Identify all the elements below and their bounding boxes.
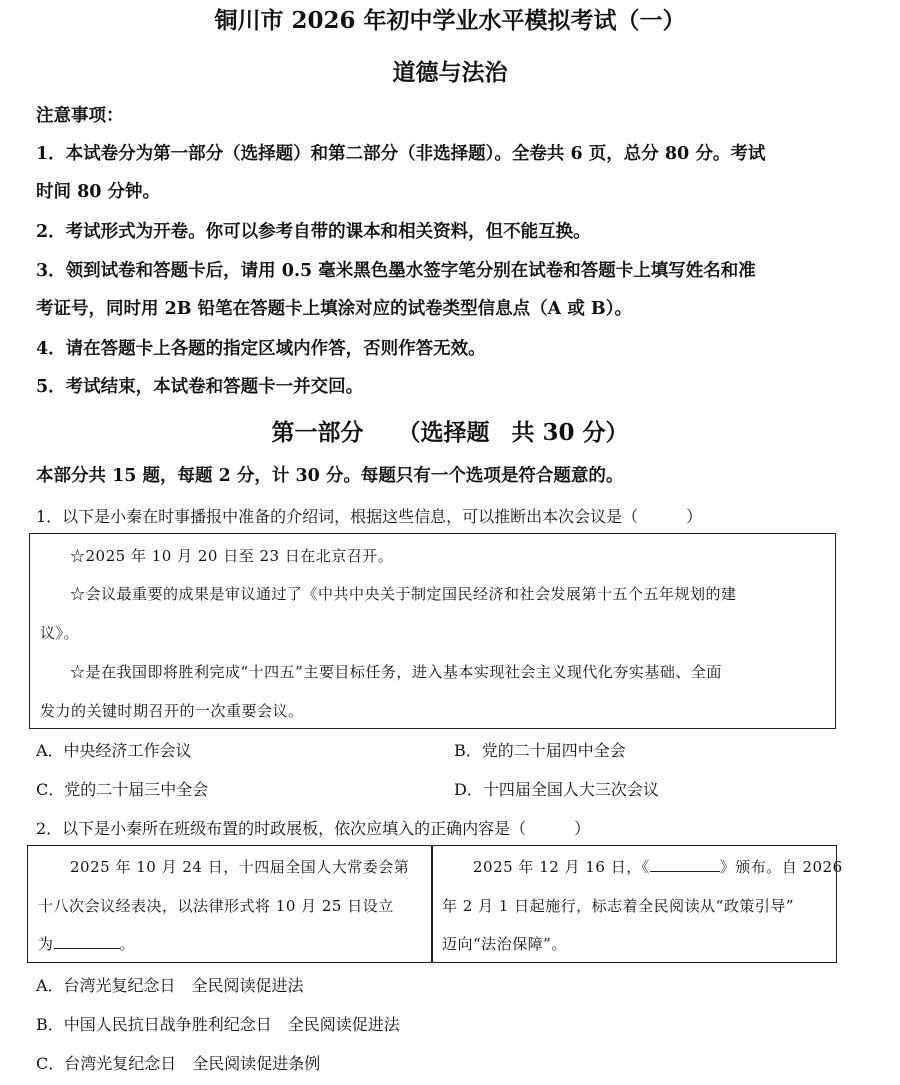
section-intro: 本部分共 15 题，每题 2 分，计 30 分。每题只有一个选项是符合题意的。 bbox=[36, 466, 624, 486]
q1-option-d[interactable]: D．十四届全国人大三次会议 bbox=[454, 780, 659, 799]
q1-box-line-2: ☆会议最重要的成果是审议通过了《中共中央关于制定国民经济和社会发展第十五个五年规划的建 bbox=[70, 585, 737, 603]
notice-heading: 注意事项： bbox=[36, 106, 124, 126]
q1-option-c[interactable]: C．党的二十届三中全会 bbox=[36, 780, 209, 799]
section-heading bbox=[0, 414, 900, 447]
q1-box-line-1: ☆2025 年 10 月 20 日至 23 日在北京召开。 bbox=[70, 547, 394, 565]
q2-left-line-3 bbox=[38, 933, 135, 954]
q2-blank-1 bbox=[54, 934, 120, 949]
notice-item-1: 1．本试卷分为第一部分（选择题）和第二部分（非选择题）。全卷共 6 页，总分 80 分。考试 bbox=[36, 144, 766, 164]
q2-left-line-3-pre: 为 bbox=[38, 935, 54, 953]
section-part: 第一部分 bbox=[271, 419, 364, 446]
notice-item-4: 4．请在答题卡上各题的指定区域内作答，否则作答无效。 bbox=[36, 339, 486, 359]
q2-blank-2 bbox=[650, 857, 720, 872]
q1-box-line-3: 议》。 bbox=[40, 624, 80, 642]
q1-box-line-5: 发力的关键时期召开的一次重要会议。 bbox=[40, 702, 304, 720]
q2-right-line-1 bbox=[473, 856, 843, 877]
q2-board-divider bbox=[431, 845, 433, 962]
q2-option-b[interactable]: B．中国人民抗日战争胜利纪念日 全民阅读促进法 bbox=[36, 1015, 400, 1034]
notice-item-3-cont: 考证号，同时用 2B 铅笔在答题卡上填涂对应的试卷类型信息点（A 或 B）。 bbox=[36, 299, 632, 319]
notice-item-5: 5．考试结束，本试卷和答题卡一并交回。 bbox=[36, 377, 364, 397]
notice-item-3: 3．领到试卷和答题卡后，请用 0.5 毫米黑色墨水签字笔分别在试卷和答题卡上填写姓名和准 bbox=[36, 261, 756, 281]
q2-stem: 2．以下是小秦所在班级布置的时政展板，依次应填入的正确内容是（ ） bbox=[36, 819, 591, 838]
q2-left-line-3-post: 。 bbox=[119, 935, 136, 953]
q1-stem: 1．以下是小秦在时事播报中准备的介绍词，根据这些信息，可以推断出本次会议是（ ） bbox=[36, 507, 703, 526]
subject-title: 道德与法治 bbox=[392, 59, 508, 86]
q2-option-a[interactable]: A．台湾光复纪念日 全民阅读促进法 bbox=[36, 976, 304, 995]
q1-box-line-4: ☆是在我国即将胜利完成“十四五”主要目标任务，进入基本实现社会主义现代化夯实基础、全面 bbox=[70, 663, 722, 681]
notice-item-2: 2．考试形式为开卷。你可以参考自带的课本和相关资料，但不能互换。 bbox=[36, 222, 591, 242]
notice-item-1-cont: 时间 80 分钟。 bbox=[36, 182, 161, 202]
q2-option-c[interactable]: C．台湾光复纪念日 全民阅读促进条例 bbox=[36, 1054, 321, 1073]
q2-right-line-1-pre: 2025 年 12 月 16 日，《 bbox=[473, 858, 650, 876]
q2-left-line-2: 十八次会议经表决，以法律形式将 10 月 25 日设立 bbox=[38, 897, 394, 915]
q2-left-line-1: 2025 年 10 月 24 日，十四届全国人大常委会第 bbox=[70, 858, 410, 876]
q1-option-b[interactable]: B．党的二十届四中全会 bbox=[454, 741, 626, 760]
q2-right-line-2: 年 2 月 1 日起施行，标志着全民阅读从“政策引导” bbox=[442, 897, 794, 915]
exam-title: 铜川市 2026 年初中学业水平模拟考试（一） bbox=[214, 7, 686, 34]
section-label: （选择题 bbox=[397, 419, 490, 446]
q2-right-line-3: 迈向“法治保障”。 bbox=[442, 935, 567, 953]
q2-right-line-1-post: 》颁布。自 2026 bbox=[719, 858, 843, 876]
q1-option-a[interactable]: A．中央经济工作会议 bbox=[36, 741, 192, 760]
section-score: 共 30 分） bbox=[511, 419, 629, 446]
